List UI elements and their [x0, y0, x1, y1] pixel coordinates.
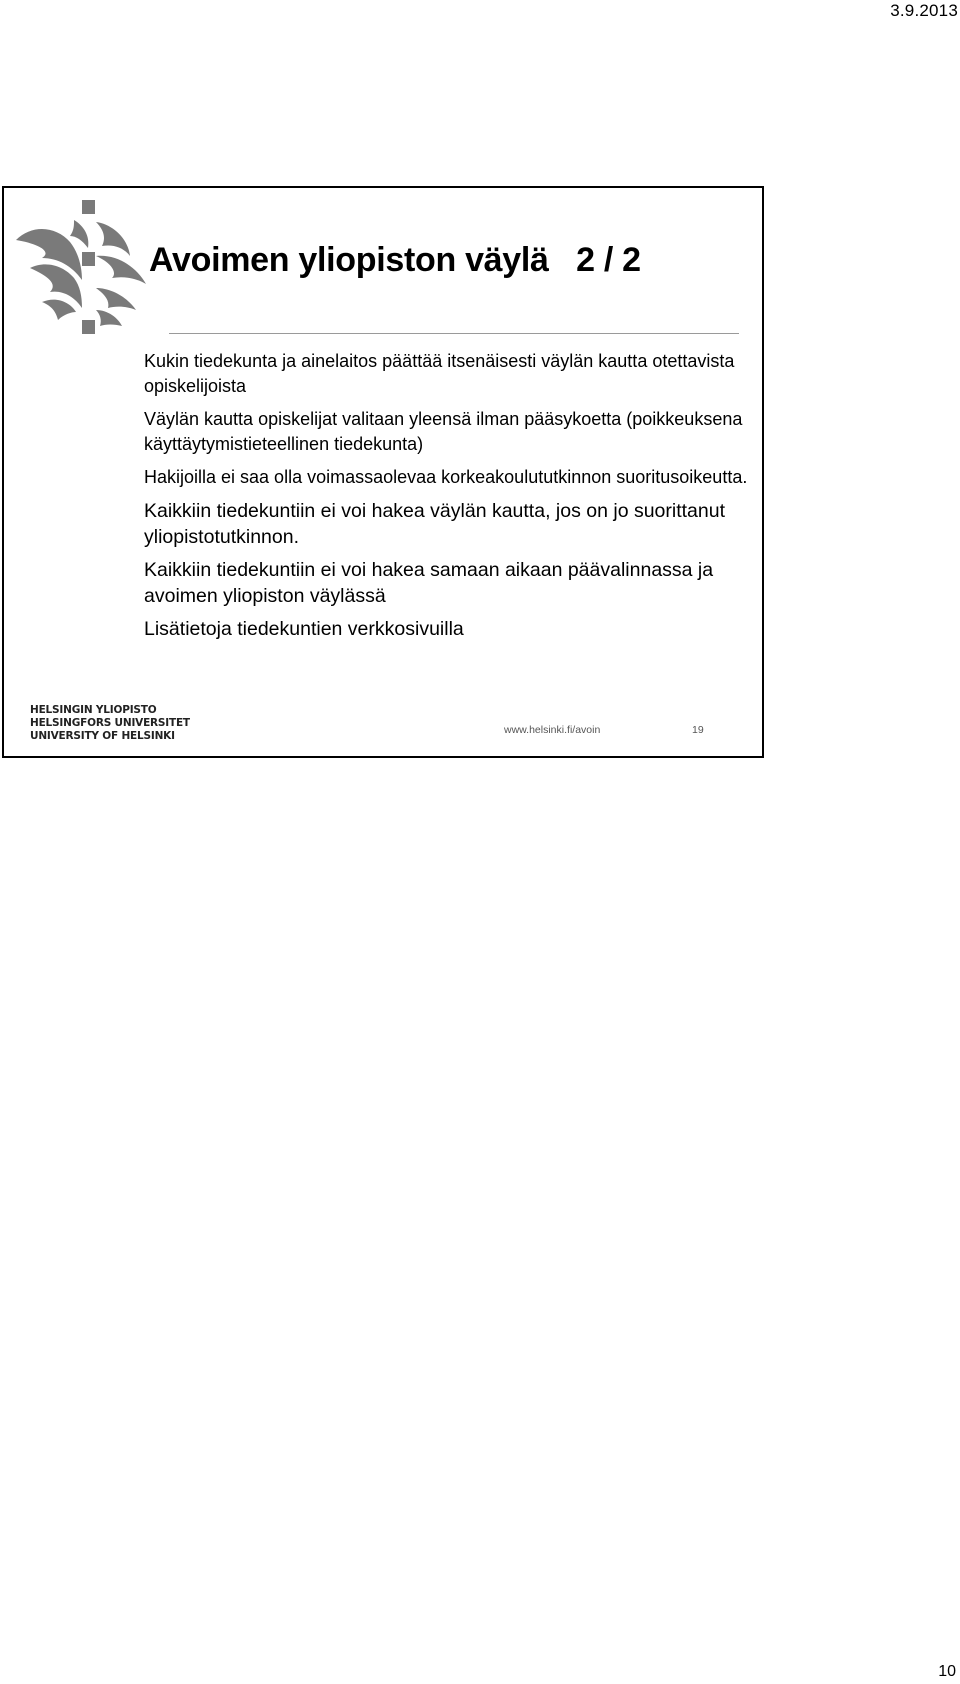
page-date: 3.9.2013: [890, 1, 958, 20]
bullet-item: Kaikkiin tiedekuntiin ei voi hakea väylän kautta, jos on jo suorittanut yliopistotutkinnon.: [144, 500, 726, 548]
university-wordmark: [30, 704, 190, 743]
bullet-item: Lisätietoja tiedekuntien verkkosivuilla: [144, 618, 464, 640]
wordmark-line-en: UNIVERSITY OF HELSINKI: [30, 730, 175, 742]
university-flame-logo-icon: [12, 196, 162, 346]
title-divider: [169, 333, 739, 334]
slide: [2, 186, 764, 758]
footer-url: www.helsinki.fi/avoin: [504, 724, 601, 736]
bullet-item: Hakijoilla ei saa olla voimassaolevaa korkeakoulututkinnon suoritusoikeutta.: [144, 467, 748, 487]
slide-number: 19: [692, 724, 704, 736]
bullet-list: [144, 349, 754, 649]
wordmark-line-sv: HELSINGFORS UNIVERSITET: [30, 717, 190, 729]
slide-title: Avoimen yliopiston väylä 2 / 2: [149, 241, 641, 279]
wordmark-line-fi: HELSINGIN YLIOPISTO: [30, 704, 157, 716]
bullet-item: Väylän kautta opiskelijat valitaan yleensä ilman pääsykoetta (poikkeuksena käyttäytymistieteellinen tiedekunta): [144, 409, 743, 454]
bullet-item: Kukin tiedekunta ja ainelaitos päättää itsenäisesti väylän kautta otettavista opiskelijoista: [144, 351, 735, 396]
bullet-item: Kaikkiin tiedekuntiin ei voi hakea samaan aikaan päävalinnassa ja avoimen yliopiston väylässä: [144, 559, 714, 607]
page-number: 10: [938, 1663, 956, 1680]
